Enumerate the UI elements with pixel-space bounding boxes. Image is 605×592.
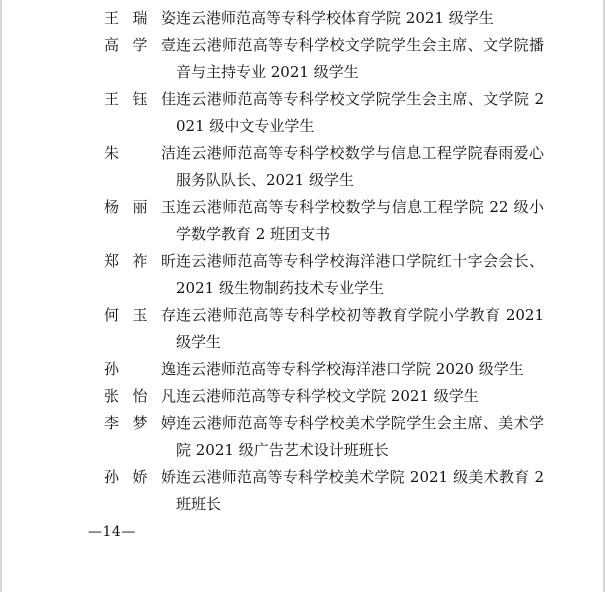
person-name: 高学壹: [104, 36, 176, 54]
person-name: 王钰佳: [104, 90, 176, 108]
person-description: 连云港师范高等专科学校文学院学生会主席、文学院播音与主持专业 2021 级学生: [176, 36, 544, 81]
person-name: 杨丽玉: [104, 198, 176, 216]
person-name: 郑祚昕: [104, 252, 176, 270]
list-item: [104, 194, 544, 248]
person-description: 连云港师范高等专科学校体育学院 2021 级学生: [176, 9, 494, 27]
list-item: [104, 86, 544, 140]
person-description: 连云港师范高等专科学校海洋港口学院红十字会会长、2021 级生物制药技术专业学生: [176, 252, 544, 297]
page-number: —14—: [88, 524, 136, 540]
person-description: 连云港师范高等专科学校海洋港口学院 2020 级学生: [176, 360, 524, 378]
list-item: [104, 248, 544, 302]
person-name: 王瑞姿: [104, 9, 176, 27]
list-item: [104, 32, 544, 86]
person-description: 连云港师范高等专科学校美术学院 2021 级美术教育 2 班班长: [176, 468, 544, 513]
list-item: [104, 140, 544, 194]
list-item: [104, 383, 544, 410]
person-name: 李梦婷: [104, 414, 176, 432]
list-item: [104, 356, 544, 383]
person-description: 连云港师范高等专科学校美术学院学生会主席、美术学院 2021 级广告艺术设计班班长: [176, 414, 544, 459]
person-name: 孙娇娇: [104, 468, 176, 486]
list-item: [104, 410, 544, 464]
list-item: [104, 464, 544, 518]
person-description: 连云港师范高等专科学校数学与信息工程学院春雨爱心服务队队长、2021 级学生: [176, 144, 544, 189]
person-description: 连云港师范高等专科学校文学院学生会主席、文学院 2021 级中文专业学生: [176, 90, 544, 135]
list-item: [104, 5, 544, 32]
person-name: 孙 逸: [104, 360, 176, 378]
person-name: 张怡凡: [104, 387, 176, 405]
person-name: 朱 洁: [104, 144, 176, 162]
person-description: 连云港师范高等专科学校初等教育学院小学教育 2021 级学生: [176, 306, 544, 351]
page-left-edge: [0, 0, 2, 592]
name-list: [104, 5, 544, 518]
list-item: [104, 302, 544, 356]
person-name: 何玉存: [104, 306, 176, 324]
person-description: 连云港师范高等专科学校数学与信息工程学院 22 级小学数学教育 2 班团支书: [176, 198, 544, 243]
person-description: 连云港师范高等专科学校文学院 2021 级学生: [176, 387, 479, 405]
